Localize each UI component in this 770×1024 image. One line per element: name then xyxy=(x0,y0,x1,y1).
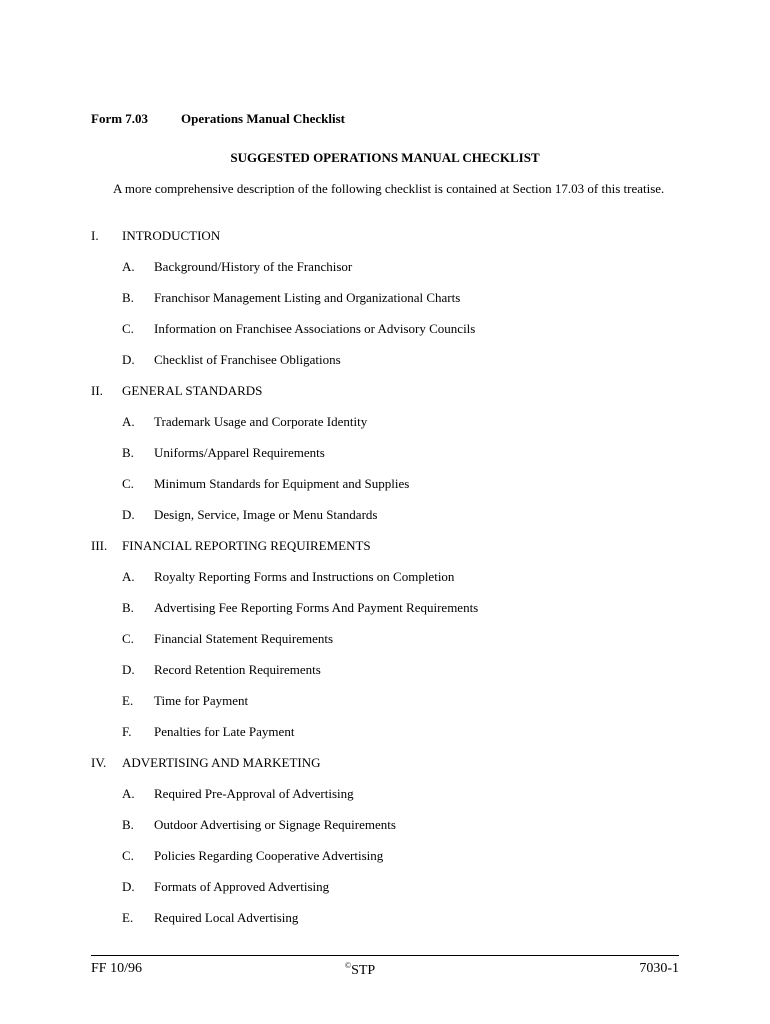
item-text: Required Pre-Approval of Advertising xyxy=(154,786,354,801)
item-letter: B. xyxy=(122,600,134,615)
item-text: Record Retention Requirements xyxy=(154,662,321,677)
item-text: Checklist of Franchisee Obligations xyxy=(154,352,341,367)
item-text: Background/History of the Franchisor xyxy=(154,259,353,274)
copyright-mark: © xyxy=(345,961,352,970)
intro-paragraph: A more comprehensive description of the following checklist is contained at Section 17.03 of this treatise. xyxy=(113,181,665,196)
item-letter: A. xyxy=(122,259,135,274)
footer-publisher-name: STP xyxy=(351,963,376,978)
section-number: II. xyxy=(91,383,103,398)
section-number: I. xyxy=(91,228,99,243)
form-title: Operations Manual Checklist xyxy=(181,111,345,126)
item-letter: B. xyxy=(122,817,134,832)
item-text: Royalty Reporting Forms and Instructions on Completion xyxy=(154,569,455,584)
item-text: Required Local Advertising xyxy=(154,910,299,925)
item-letter: D. xyxy=(122,879,135,894)
item-letter: A. xyxy=(122,786,135,801)
item-letter: B. xyxy=(122,290,134,305)
item-letter: E. xyxy=(122,910,134,925)
item-text: Outdoor Advertising or Signage Requirements xyxy=(154,817,396,832)
item-letter: C. xyxy=(122,476,134,491)
form-number: Form 7.03 xyxy=(91,111,149,126)
item-letter: D. xyxy=(122,352,135,367)
section-title: GENERAL STANDARDS xyxy=(122,383,263,398)
item-text: Uniforms/Apparel Requirements xyxy=(154,445,325,460)
item-letter: A. xyxy=(122,414,135,429)
section-title: INTRODUCTION xyxy=(122,228,221,243)
item-text: Time for Payment xyxy=(154,693,249,708)
section-title: ADVERTISING AND MARKETING xyxy=(122,755,321,770)
item-text: Design, Service, Image or Menu Standards xyxy=(154,507,378,522)
section-number: III. xyxy=(91,538,108,553)
section-title: FINANCIAL REPORTING REQUIREMENTS xyxy=(122,538,371,553)
footer-publisher xyxy=(345,961,375,979)
page-title: SUGGESTED OPERATIONS MANUAL CHECKLIST xyxy=(230,150,540,165)
item-letter: E. xyxy=(122,693,134,708)
item-letter: C. xyxy=(122,321,134,336)
item-letter: B. xyxy=(122,445,134,460)
item-letter: C. xyxy=(122,848,134,863)
item-letter: D. xyxy=(122,507,135,522)
footer-date: FF 10/96 xyxy=(91,961,142,976)
item-text: Advertising Fee Reporting Forms And Payment Requirements xyxy=(154,600,479,615)
item-text: Trademark Usage and Corporate Identity xyxy=(154,414,368,429)
footer-page-number: 7030-1 xyxy=(639,961,679,976)
item-text: Policies Regarding Cooperative Advertising xyxy=(154,848,384,863)
item-letter: D. xyxy=(122,662,135,677)
section-number: IV. xyxy=(91,755,107,770)
item-text: Information on Franchisee Associations or Advisory Councils xyxy=(154,321,476,336)
item-text: Financial Statement Requirements xyxy=(154,631,334,646)
item-text: Minimum Standards for Equipment and Supplies xyxy=(154,476,410,491)
item-text: Franchisor Management Listing and Organizational Charts xyxy=(154,290,461,305)
item-text: Penalties for Late Payment xyxy=(154,724,295,739)
item-letter: A. xyxy=(122,569,135,584)
item-text: Formats of Approved Advertising xyxy=(154,879,330,894)
form-header xyxy=(91,111,345,127)
item-letter: C. xyxy=(122,631,134,646)
item-letter: F. xyxy=(122,724,132,739)
footer-divider xyxy=(91,955,679,956)
